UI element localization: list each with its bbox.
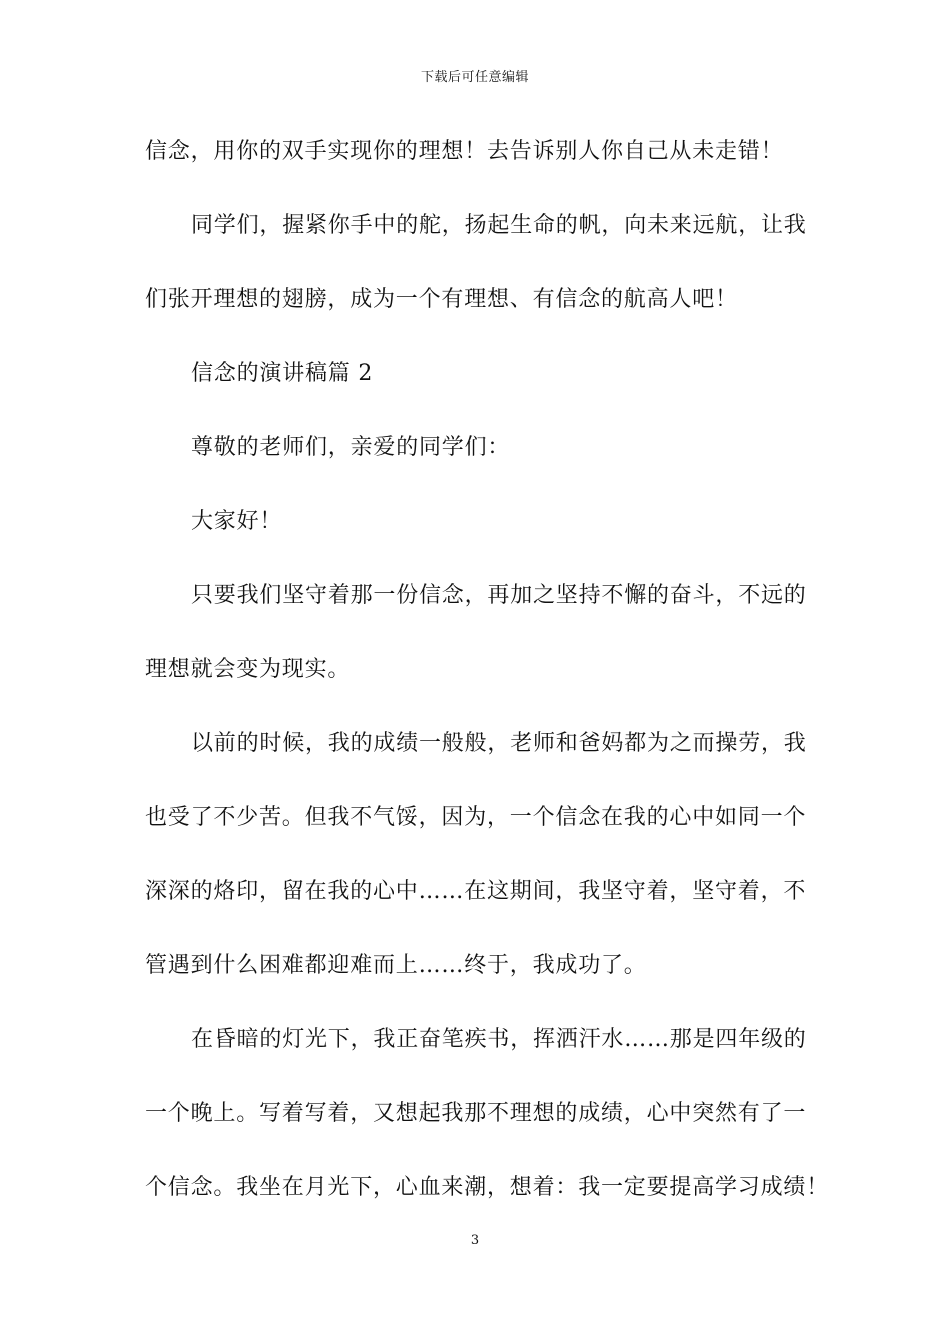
salutation: 尊敬的老师们，亲爱的同学们： <box>191 435 511 460</box>
text-line: 信念，用你的双手实现你的理想！去告诉别人你自己从未走错！ <box>145 139 784 164</box>
text-line: 理想就会变为现实。 <box>145 657 351 682</box>
text-line: 们张开理想的翅膀，成为一个有理想、有信念的航高人吧！ <box>145 287 738 312</box>
paragraph-line: 同学们，握紧你手中的舵，扬起生命的帆，向未来远航，让我 <box>191 213 807 238</box>
text-line: 深深的烙印，留在我的心中……在这期间，我坚守着，坚守着，不 <box>145 879 807 904</box>
page-header: 下载后可任意编辑 <box>420 70 529 85</box>
greeting: 大家好！ <box>191 509 283 534</box>
section-title: 信念的演讲稿篇 2 <box>191 361 374 386</box>
text-line: 一个晚上。写着写着，又想起我那不理想的成绩，心中突然有了一 <box>145 1101 807 1126</box>
page-number: 3 <box>470 1233 480 1248</box>
paragraph-line: 只要我们坚守着那一份信念，再加之坚持不懈的奋斗，不远的 <box>191 583 807 608</box>
text-line: 也受了不少苦。但我不气馁，因为，一个信念在我的心中如同一个 <box>145 805 807 830</box>
text-line: 管遇到什么困难都迎难而上……终于，我成功了。 <box>145 953 647 978</box>
paragraph-line: 在昏暗的灯光下，我正奋笔疾书，挥洒汗水……那是四年级的 <box>191 1027 807 1052</box>
paragraph-line: 以前的时候，我的成绩一般般，老师和爸妈都为之而操劳，我 <box>191 731 807 756</box>
text-line: 个信念。我坐在月光下，心血来潮，想着：我一定要提高学习成绩！ <box>145 1175 830 1200</box>
document-body <box>145 128 830 1238</box>
